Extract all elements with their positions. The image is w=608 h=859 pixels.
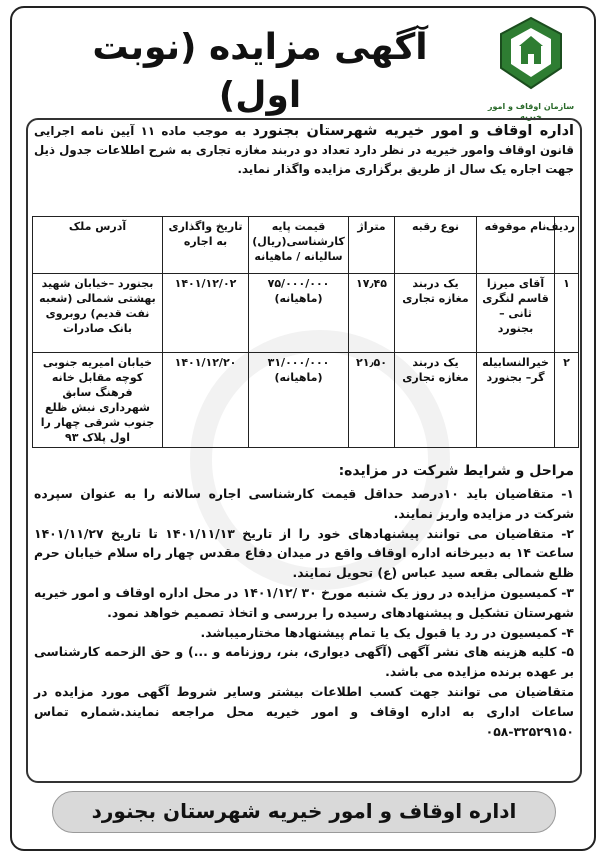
cell-area: ۲۱٫۵۰ <box>349 353 395 448</box>
condition-item: ۵- کلیه هزینه های نشر آگهی (آگهی دیواری، بنر، روزنامه و ...) و حق الزحمه کارشناسی بر عهده برنده مزایده می باشد. <box>34 644 574 680</box>
intro-text: به موجب ماده ۱۱ آیین نامه اجرایی قانون اوقاف وامور خیریه در نظر دارد تعداد دو دربند مغازه تجاری به شرح اطلاعات جدول ذیل جهت اجاره یک سال از طریق برگزاری مزایده واگذار نماید. <box>34 124 574 176</box>
footer-banner: اداره اوقاف و امور خیریه شهرستان بجنورد <box>52 791 556 833</box>
conditions-list <box>34 484 574 741</box>
cell-area: ۱۷٫۴۵ <box>349 274 395 353</box>
condition-item: ۳- کمیسیون مزایده در روز یک شنبه مورخ ۳۰ /۱۴۰۱/۱۲ در محل اداره اوقاف و امور خیریه شهرستان تشکیل و پیشنهادهای رسیده را بررسی و اتخاذ تصمیم خواهد نمود. <box>34 584 574 620</box>
organization-name: اداره اوقاف و امور خیریه شهرستان بجنورد <box>252 123 574 139</box>
cell-type: یک دربند مغازه تجاری <box>395 274 477 353</box>
col-header-type: نوع رقبه <box>395 217 477 274</box>
col-header-address: آدرس ملک <box>33 217 163 274</box>
endowment-logo <box>482 16 580 121</box>
intro-paragraph <box>34 122 574 179</box>
table-header-row <box>33 217 579 274</box>
table-row <box>33 353 579 448</box>
cell-address: خیابان امیریه جنوبی کوچه مقابل خانه فرهنگ سابق شهرداری نبش ظلع جنوب شرقی چهار را اول پلاک ۹۳ <box>33 353 163 448</box>
conditions-title: مراحل و شرایط شرکت در مزایده: <box>338 463 574 479</box>
col-header-endowment: نام موقوفه <box>477 217 555 274</box>
col-header-date: تاریخ واگذاری به اجاره <box>163 217 249 274</box>
col-header-area: متراژ <box>349 217 395 274</box>
contact-phone: ۰۵۸-۳۲۵۲۹۱۵۰ <box>485 723 574 739</box>
cell-date: ۱۴۰۱/۱۲/۲۰ <box>163 353 249 448</box>
col-header-row-no: ردیف <box>555 217 579 274</box>
cell-type: یک دربند مغازه تجاری <box>395 353 477 448</box>
col-header-price: قیمت پایه کارشناسی(ریال) سالیانه / ماهیانه <box>249 217 349 274</box>
closing-text: متقاضیان می توانند جهت کسب اطلاعات بیشتر وسایر شروط آگهی مورد مزایده در ساعات اداری به اداره اوقاف و امور خیریه محل مراجعه نمایند.شماره تماس <box>34 683 574 719</box>
closing-paragraph <box>34 682 574 741</box>
cell-row-no: ۱ <box>555 274 579 353</box>
cell-address: بجنورد –خیابان شهید بهشتی شمالی (شعبه نفت قدیم) روبروی بانک صادرات <box>33 274 163 353</box>
cell-row-no: ۲ <box>555 353 579 448</box>
endowment-emblem-icon <box>495 16 567 96</box>
cell-price: ۷۵/۰۰۰/۰۰۰ (ماهیانه) <box>249 274 349 353</box>
logo-caption: سازمان اوقاف و امور خیریه <box>487 102 575 121</box>
cell-endowment: خیرالنسابیله گر– بجنورد <box>477 353 555 448</box>
cell-endowment: آقای میرزا قاسم لنگری ثانی – بجنورد <box>477 274 555 353</box>
cell-price: ۳۱/۰۰۰/۰۰۰ (ماهیانه) <box>249 353 349 448</box>
cell-date: ۱۴۰۱/۱۲/۰۲ <box>163 274 249 353</box>
page-title: آگهی مزایده (نوبت اول) <box>92 27 428 116</box>
table-row <box>33 274 579 353</box>
auction-table <box>32 216 579 448</box>
condition-item: ۴- کمیسیون در رد یا قبول یک یا تمام پیشنهادها مختارمیباشد. <box>200 624 574 640</box>
condition-item: ۲- متقاضیان می توانند پیشنهادهای خود را از تاریخ ۱۴۰۱/۱۱/۱۳ تا تاریخ ۱۴۰۱/۱۱/۲۷ ساعت ۱۴ به دبیرخانه اداره اوقاف واقع در میدان دفاع مقدس چهار راه سلام خیابان حرم ظلع شمالی بقعه سید عباس (ع) تحویل نمایند. <box>34 525 574 581</box>
condition-item: ۱- متقاضیان باید ۱۰درصد حداقل قیمت کارشناسی اجاره سالانه را به عنوان سپرده شرکت در مزایده واریز نمایند. <box>34 486 574 521</box>
